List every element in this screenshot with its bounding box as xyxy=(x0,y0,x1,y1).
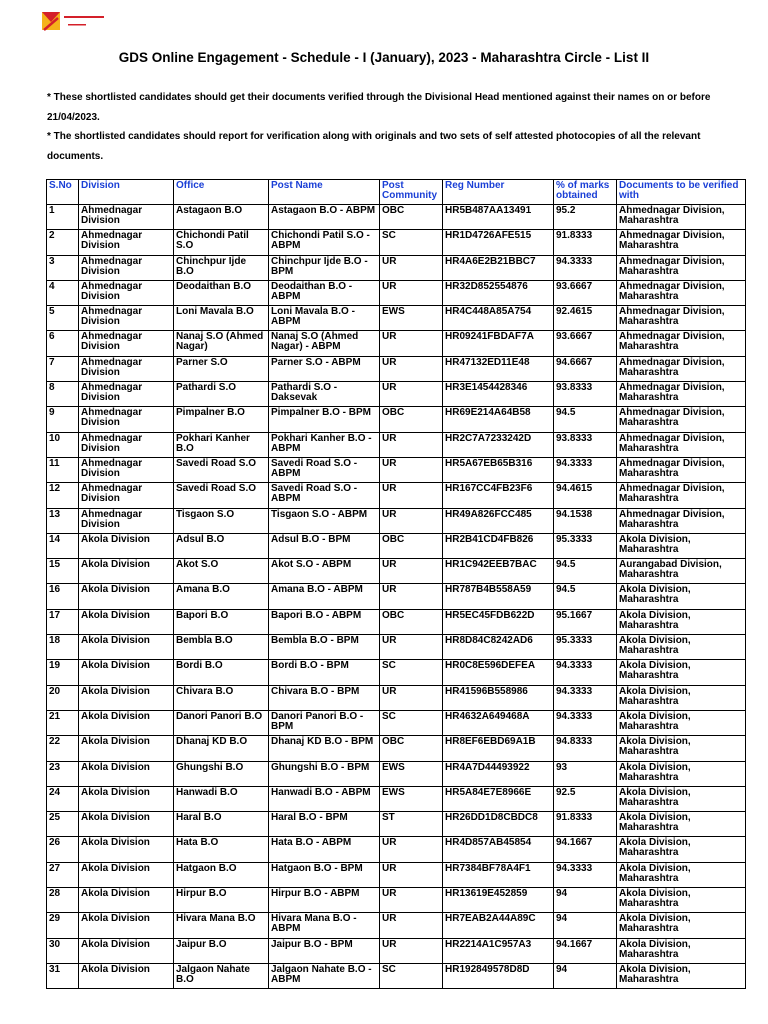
cell-office: Tisgaon S.O xyxy=(174,508,269,533)
table-row xyxy=(47,736,746,761)
cell-reg-number: HR5A84E7E8966E xyxy=(443,786,554,811)
cell-office: Amana B.O xyxy=(174,584,269,609)
cell-office: Chivara B.O xyxy=(174,685,269,710)
cell-office: Nanaj S.O (Ahmed Nagar) xyxy=(174,331,269,356)
cell-reg-number: HR5EC45FDB622D xyxy=(443,609,554,634)
cell-reg-number: HR47132ED11E48 xyxy=(443,356,554,381)
cell-sno: 21 xyxy=(47,710,79,735)
table-row xyxy=(47,660,746,685)
cell-post-community: UR xyxy=(380,280,443,305)
cell-marks: 93.8333 xyxy=(554,432,617,457)
cell-marks: 94.3333 xyxy=(554,255,617,280)
cell-division: Akola Division xyxy=(79,913,174,938)
cell-marks: 94.5 xyxy=(554,559,617,584)
cell-office: Jaipur B.O xyxy=(174,938,269,963)
cell-office: Hata B.O xyxy=(174,837,269,862)
cell-sno: 20 xyxy=(47,685,79,710)
cell-post-community: UR xyxy=(380,457,443,482)
cell-sno: 24 xyxy=(47,786,79,811)
cell-post-name: Hirpur B.O - ABPM xyxy=(269,888,380,913)
cell-reg-number: HR13619E452859 xyxy=(443,888,554,913)
cell-reg-number: HR41596B558986 xyxy=(443,685,554,710)
cell-division: Ahmednagar Division xyxy=(79,457,174,482)
cell-reg-number: HR4C448A85A754 xyxy=(443,306,554,331)
cell-post-name: Nanaj S.O (Ahmed Nagar) - ABPM xyxy=(269,331,380,356)
cell-sno: 15 xyxy=(47,559,79,584)
cell-office: Savedi Road S.O xyxy=(174,483,269,508)
cell-post-name: Akot S.O - ABPM xyxy=(269,559,380,584)
cell-reg-number: HR5B487AA13491 xyxy=(443,205,554,230)
cell-office: Astagaon B.O xyxy=(174,205,269,230)
cell-office: Savedi Road S.O xyxy=(174,457,269,482)
cell-sno: 29 xyxy=(47,913,79,938)
cell-sno: 4 xyxy=(47,280,79,305)
table-row xyxy=(47,635,746,660)
cell-marks: 93.8333 xyxy=(554,382,617,407)
cell-division: Ahmednagar Division xyxy=(79,205,174,230)
cell-division: Akola Division xyxy=(79,660,174,685)
col-header-post-name: Post Name xyxy=(269,180,380,205)
cell-division: Akola Division xyxy=(79,812,174,837)
cell-division: Akola Division xyxy=(79,837,174,862)
cell-post-name: Astagaon B.O - ABPM xyxy=(269,205,380,230)
cell-reg-number: HR0C8E596DEFEA xyxy=(443,660,554,685)
col-header-reg-number: Reg Number xyxy=(443,180,554,205)
cell-division: Akola Division xyxy=(79,888,174,913)
cell-sno: 12 xyxy=(47,483,79,508)
cell-marks: 94.3333 xyxy=(554,660,617,685)
cell-division: Akola Division xyxy=(79,584,174,609)
cell-division: Akola Division xyxy=(79,559,174,584)
cell-documents: Ahmednagar Division, Maharashtra xyxy=(617,205,746,230)
cell-post-community: OBC xyxy=(380,407,443,432)
col-header-sno: S.No xyxy=(47,180,79,205)
cell-post-community: OBC xyxy=(380,736,443,761)
cell-sno: 22 xyxy=(47,736,79,761)
cell-marks: 94.1667 xyxy=(554,938,617,963)
cell-documents: Ahmednagar Division, Maharashtra xyxy=(617,255,746,280)
cell-marks: 94.6667 xyxy=(554,356,617,381)
cell-post-community: UR xyxy=(380,837,443,862)
table-row xyxy=(47,533,746,558)
cell-office: Bordi B.O xyxy=(174,660,269,685)
cell-post-name: Ghungshi B.O - BPM xyxy=(269,761,380,786)
cell-sno: 9 xyxy=(47,407,79,432)
cell-post-community: UR xyxy=(380,685,443,710)
cell-documents: Akola Division, Maharashtra xyxy=(617,660,746,685)
cell-post-community: UR xyxy=(380,331,443,356)
cell-documents: Ahmednagar Division, Maharashtra xyxy=(617,230,746,255)
cell-marks: 94.4615 xyxy=(554,483,617,508)
cell-post-community: UR xyxy=(380,432,443,457)
cell-office: Hatgaon B.O xyxy=(174,862,269,887)
cell-reg-number: HR32D852554876 xyxy=(443,280,554,305)
cell-documents: Akola Division, Maharashtra xyxy=(617,710,746,735)
cell-post-name: Pimpalner B.O - BPM xyxy=(269,407,380,432)
cell-documents: Akola Division, Maharashtra xyxy=(617,533,746,558)
table-row xyxy=(47,230,746,255)
cell-reg-number: HR2214A1C957A3 xyxy=(443,938,554,963)
cell-post-name: Haral B.O - BPM xyxy=(269,812,380,837)
cell-post-community: UR xyxy=(380,382,443,407)
cell-post-name: Pokhari Kanher B.O - ABPM xyxy=(269,432,380,457)
cell-division: Akola Division xyxy=(79,609,174,634)
cell-division: Akola Division xyxy=(79,761,174,786)
cell-post-name: Deodaithan B.O - ABPM xyxy=(269,280,380,305)
cell-marks: 91.8333 xyxy=(554,812,617,837)
cell-marks: 93 xyxy=(554,761,617,786)
table-row xyxy=(47,356,746,381)
cell-reg-number: HR192849578D8D xyxy=(443,963,554,988)
cell-reg-number: HR2B41CD4FB826 xyxy=(443,533,554,558)
cell-documents: Akola Division, Maharashtra xyxy=(617,635,746,660)
cell-documents: Akola Division, Maharashtra xyxy=(617,963,746,988)
cell-office: Bapori B.O xyxy=(174,609,269,634)
cell-reg-number: HR4632A649468A xyxy=(443,710,554,735)
cell-division: Akola Division xyxy=(79,635,174,660)
cell-post-community: OBC xyxy=(380,205,443,230)
cell-documents: Akola Division, Maharashtra xyxy=(617,685,746,710)
candidates-table xyxy=(46,179,746,989)
cell-post-name: Jaipur B.O - BPM xyxy=(269,938,380,963)
col-header-marks: % of marks obtained xyxy=(554,180,617,205)
cell-documents: Akola Division, Maharashtra xyxy=(617,786,746,811)
cell-office: Hanwadi B.O xyxy=(174,786,269,811)
cell-sno: 26 xyxy=(47,837,79,862)
cell-reg-number: HR1C942EEB7BAC xyxy=(443,559,554,584)
cell-documents: Ahmednagar Division, Maharashtra xyxy=(617,331,746,356)
table-row xyxy=(47,331,746,356)
cell-post-community: UR xyxy=(380,888,443,913)
cell-post-name: Hanwadi B.O - ABPM xyxy=(269,786,380,811)
cell-office: Dhanaj KD B.O xyxy=(174,736,269,761)
cell-post-community: EWS xyxy=(380,306,443,331)
cell-documents: Ahmednagar Division, Maharashtra xyxy=(617,483,746,508)
cell-marks: 94.8333 xyxy=(554,736,617,761)
cell-reg-number: HR4A6E2B21BBC7 xyxy=(443,255,554,280)
cell-sno: 3 xyxy=(47,255,79,280)
cell-post-community: SC xyxy=(380,230,443,255)
cell-post-community: SC xyxy=(380,963,443,988)
page-title: GDS Online Engagement - Schedule - I (January), 2023 - Maharashtra Circle - List II xyxy=(118,50,650,65)
table-row xyxy=(47,837,746,862)
cell-sno: 28 xyxy=(47,888,79,913)
table-row xyxy=(47,306,746,331)
note-report-originals: * The shortlisted candidates should report for verification along with originals and two sets of self attested photocopies of all the relevant documents. xyxy=(47,131,701,162)
table-row xyxy=(47,812,746,837)
cell-post-name: Amana B.O - ABPM xyxy=(269,584,380,609)
cell-post-community: UR xyxy=(380,635,443,660)
cell-office: Haral B.O xyxy=(174,812,269,837)
table-row xyxy=(47,457,746,482)
cell-marks: 94.3333 xyxy=(554,685,617,710)
cell-documents: Akola Division, Maharashtra xyxy=(617,609,746,634)
cell-sno: 7 xyxy=(47,356,79,381)
cell-sno: 14 xyxy=(47,533,79,558)
cell-division: Akola Division xyxy=(79,685,174,710)
cell-office: Akot S.O xyxy=(174,559,269,584)
cell-division: Ahmednagar Division xyxy=(79,483,174,508)
cell-reg-number: HR09241FBDAF7A xyxy=(443,331,554,356)
cell-division: Ahmednagar Division xyxy=(79,432,174,457)
col-header-office: Office xyxy=(174,180,269,205)
cell-documents: Akola Division, Maharashtra xyxy=(617,584,746,609)
cell-post-name: Jalgaon Nahate B.O - ABPM xyxy=(269,963,380,988)
cell-post-community: UR xyxy=(380,559,443,584)
cell-post-name: Chichondi Patil S.O - ABPM xyxy=(269,230,380,255)
table-row xyxy=(47,761,746,786)
cell-division: Ahmednagar Division xyxy=(79,356,174,381)
table-row xyxy=(47,382,746,407)
cell-division: Akola Division xyxy=(79,710,174,735)
cell-documents: Akola Division, Maharashtra xyxy=(617,938,746,963)
cell-reg-number: HR7384BF78A4F1 xyxy=(443,862,554,887)
cell-documents: Ahmednagar Division, Maharashtra xyxy=(617,407,746,432)
cell-documents: Akola Division, Maharashtra xyxy=(617,812,746,837)
cell-office: Parner S.O xyxy=(174,356,269,381)
table-row xyxy=(47,483,746,508)
cell-marks: 95.2 xyxy=(554,205,617,230)
cell-post-name: Adsul B.O - BPM xyxy=(269,533,380,558)
table-row xyxy=(47,280,746,305)
cell-division: Ahmednagar Division xyxy=(79,382,174,407)
cell-division: Akola Division xyxy=(79,862,174,887)
cell-division: Ahmednagar Division xyxy=(79,508,174,533)
cell-sno: 1 xyxy=(47,205,79,230)
cell-post-community: SC xyxy=(380,710,443,735)
cell-post-community: UR xyxy=(380,913,443,938)
cell-reg-number: HR167CC4FB23F6 xyxy=(443,483,554,508)
cell-marks: 92.4615 xyxy=(554,306,617,331)
cell-documents: Akola Division, Maharashtra xyxy=(617,736,746,761)
cell-sno: 27 xyxy=(47,862,79,887)
cell-office: Chinchpur Ijde B.O xyxy=(174,255,269,280)
cell-post-community: UR xyxy=(380,862,443,887)
cell-marks: 94.3333 xyxy=(554,710,617,735)
cell-documents: Aurangabad Division, Maharashtra xyxy=(617,559,746,584)
cell-post-name: Danori Panori B.O - BPM xyxy=(269,710,380,735)
table-row xyxy=(47,685,746,710)
table-row xyxy=(47,432,746,457)
cell-sno: 5 xyxy=(47,306,79,331)
table-header-row xyxy=(47,180,746,205)
cell-marks: 94.1667 xyxy=(554,837,617,862)
cell-office: Pimpalner B.O xyxy=(174,407,269,432)
cell-division: Ahmednagar Division xyxy=(79,280,174,305)
cell-office: Deodaithan B.O xyxy=(174,280,269,305)
cell-post-community: ST xyxy=(380,812,443,837)
cell-marks: 95.1667 xyxy=(554,609,617,634)
cell-documents: Akola Division, Maharashtra xyxy=(617,913,746,938)
cell-office: Pokhari Kanher B.O xyxy=(174,432,269,457)
cell-post-name: Hata B.O - ABPM xyxy=(269,837,380,862)
cell-marks: 94 xyxy=(554,963,617,988)
cell-division: Ahmednagar Division xyxy=(79,407,174,432)
cell-sno: 19 xyxy=(47,660,79,685)
cell-post-community: OBC xyxy=(380,609,443,634)
cell-marks: 93.6667 xyxy=(554,280,617,305)
table-row xyxy=(47,508,746,533)
cell-post-name: Bapori B.O - ABPM xyxy=(269,609,380,634)
cell-marks: 93.6667 xyxy=(554,331,617,356)
cell-post-community: UR xyxy=(380,508,443,533)
cell-sno: 17 xyxy=(47,609,79,634)
cell-reg-number: HR26DD1D8CBDC8 xyxy=(443,812,554,837)
cell-documents: Ahmednagar Division, Maharashtra xyxy=(617,508,746,533)
cell-reg-number: HR7EAB2A44A89C xyxy=(443,913,554,938)
cell-office: Danori Panori B.O xyxy=(174,710,269,735)
cell-post-name: Bordi B.O - BPM xyxy=(269,660,380,685)
cell-reg-number: HR3E1454428346 xyxy=(443,382,554,407)
cell-documents: Akola Division, Maharashtra xyxy=(617,888,746,913)
cell-marks: 92.5 xyxy=(554,786,617,811)
cell-sno: 18 xyxy=(47,635,79,660)
cell-reg-number: HR4A7D44493922 xyxy=(443,761,554,786)
cell-marks: 95.3333 xyxy=(554,533,617,558)
cell-division: Ahmednagar Division xyxy=(79,306,174,331)
cell-post-community: UR xyxy=(380,938,443,963)
notes xyxy=(47,88,727,166)
table-row xyxy=(47,913,746,938)
cell-marks: 94.3333 xyxy=(554,862,617,887)
table-row xyxy=(47,888,746,913)
cell-sno: 31 xyxy=(47,963,79,988)
cell-marks: 91.8333 xyxy=(554,230,617,255)
cell-reg-number: HR69E214A64B58 xyxy=(443,407,554,432)
cell-reg-number: HR1D4726AFE515 xyxy=(443,230,554,255)
cell-post-community: SC xyxy=(380,660,443,685)
cell-reg-number: HR8EF6EBD69A1B xyxy=(443,736,554,761)
col-header-post-community: Post Community xyxy=(380,180,443,205)
note-documents-verification: * These shortlisted candidates should get their documents verified through the Divisional Head mentioned against their names on or before 21/04/2023. xyxy=(47,92,711,123)
cell-post-name: Chivara B.O - BPM xyxy=(269,685,380,710)
cell-office: Hivara Mana B.O xyxy=(174,913,269,938)
table-body xyxy=(47,205,746,989)
cell-documents: Ahmednagar Division, Maharashtra xyxy=(617,457,746,482)
india-post-logo-icon xyxy=(40,8,112,38)
cell-post-name: Hivara Mana B.O - ABPM xyxy=(269,913,380,938)
cell-division: Akola Division xyxy=(79,736,174,761)
cell-sno: 10 xyxy=(47,432,79,457)
cell-division: Akola Division xyxy=(79,963,174,988)
cell-division: Ahmednagar Division xyxy=(79,331,174,356)
cell-marks: 94.5 xyxy=(554,407,617,432)
cell-post-name: Savedi Road S.O - ABPM xyxy=(269,457,380,482)
table-row xyxy=(47,584,746,609)
cell-documents: Ahmednagar Division, Maharashtra xyxy=(617,356,746,381)
cell-marks: 94.1538 xyxy=(554,508,617,533)
table-row xyxy=(47,255,746,280)
cell-post-community: UR xyxy=(380,584,443,609)
table-row xyxy=(47,710,746,735)
cell-documents: Akola Division, Maharashtra xyxy=(617,862,746,887)
cell-post-community: UR xyxy=(380,483,443,508)
cell-documents: Ahmednagar Division, Maharashtra xyxy=(617,280,746,305)
table-row xyxy=(47,559,746,584)
cell-post-name: Chinchpur Ijde B.O - BPM xyxy=(269,255,380,280)
cell-documents: Akola Division, Maharashtra xyxy=(617,837,746,862)
table-row xyxy=(47,609,746,634)
cell-sno: 8 xyxy=(47,382,79,407)
cell-post-name: Parner S.O - ABPM xyxy=(269,356,380,381)
cell-office: Jalgaon Nahate B.O xyxy=(174,963,269,988)
table-row xyxy=(47,205,746,230)
table-row xyxy=(47,862,746,887)
cell-documents: Akola Division, Maharashtra xyxy=(617,761,746,786)
cell-office: Loni Mavala B.O xyxy=(174,306,269,331)
cell-post-name: Dhanaj KD B.O - BPM xyxy=(269,736,380,761)
cell-post-community: UR xyxy=(380,255,443,280)
cell-office: Ghungshi B.O xyxy=(174,761,269,786)
cell-sno: 16 xyxy=(47,584,79,609)
cell-post-community: UR xyxy=(380,356,443,381)
cell-marks: 94.3333 xyxy=(554,457,617,482)
cell-reg-number: HR5A67EB65B316 xyxy=(443,457,554,482)
cell-post-name: Savedi Road S.O - ABPM xyxy=(269,483,380,508)
cell-post-name: Loni Mavala B.O - ABPM xyxy=(269,306,380,331)
cell-sno: 6 xyxy=(47,331,79,356)
cell-office: Pathardi S.O xyxy=(174,382,269,407)
col-header-documents: Documents to be verified with xyxy=(617,180,746,205)
cell-marks: 94.5 xyxy=(554,584,617,609)
cell-documents: Ahmednagar Division, Maharashtra xyxy=(617,306,746,331)
cell-division: Akola Division xyxy=(79,938,174,963)
cell-sno: 13 xyxy=(47,508,79,533)
cell-sno: 11 xyxy=(47,457,79,482)
cell-sno: 25 xyxy=(47,812,79,837)
cell-office: Hirpur B.O xyxy=(174,888,269,913)
table-row xyxy=(47,963,746,988)
table-row xyxy=(47,407,746,432)
cell-office: Bembla B.O xyxy=(174,635,269,660)
cell-post-community: OBC xyxy=(380,533,443,558)
cell-reg-number: HR2C7A7233242D xyxy=(443,432,554,457)
cell-documents: Ahmednagar Division, Maharashtra xyxy=(617,382,746,407)
cell-division: Ahmednagar Division xyxy=(79,230,174,255)
cell-post-name: Pathardi S.O - Daksevak xyxy=(269,382,380,407)
cell-reg-number: HR8D84C8242AD6 xyxy=(443,635,554,660)
table-row xyxy=(47,938,746,963)
cell-division: Akola Division xyxy=(79,786,174,811)
cell-reg-number: HR787B4B558A59 xyxy=(443,584,554,609)
cell-post-community: EWS xyxy=(380,786,443,811)
cell-post-community: EWS xyxy=(380,761,443,786)
cell-office: Adsul B.O xyxy=(174,533,269,558)
cell-division: Akola Division xyxy=(79,533,174,558)
cell-documents: Ahmednagar Division, Maharashtra xyxy=(617,432,746,457)
cell-marks: 95.3333 xyxy=(554,635,617,660)
cell-sno: 30 xyxy=(47,938,79,963)
cell-reg-number: HR4D857AB45854 xyxy=(443,837,554,862)
cell-marks: 94 xyxy=(554,888,617,913)
col-header-division: Division xyxy=(79,180,174,205)
cell-post-name: Tisgaon S.O - ABPM xyxy=(269,508,380,533)
cell-division: Ahmednagar Division xyxy=(79,255,174,280)
table-row xyxy=(47,786,746,811)
cell-post-name: Bembla B.O - BPM xyxy=(269,635,380,660)
cell-reg-number: HR49A826FCC485 xyxy=(443,508,554,533)
cell-post-name: Hatgaon B.O - BPM xyxy=(269,862,380,887)
cell-sno: 2 xyxy=(47,230,79,255)
cell-sno: 23 xyxy=(47,761,79,786)
cell-office: Chichondi Patil S.O xyxy=(174,230,269,255)
cell-marks: 94 xyxy=(554,913,617,938)
